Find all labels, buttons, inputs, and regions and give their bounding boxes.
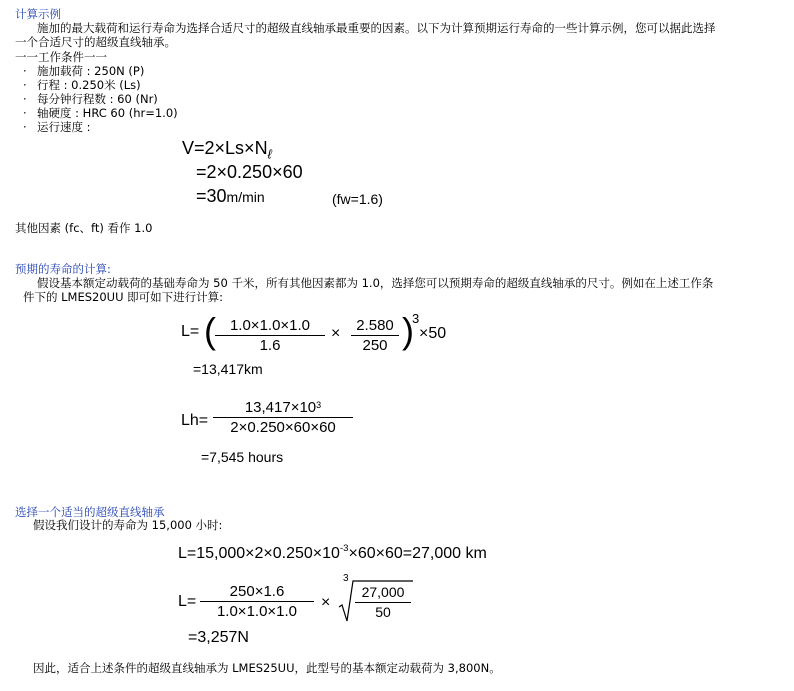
L-equation-tail: ×50 [419, 325, 447, 342]
Lh-equation-lhs: Lh= [181, 412, 209, 429]
other-factors-text: 其他因素 (fc、ft) 看作 1.0 [15, 221, 153, 235]
L-equation2-lhs: L= [178, 593, 197, 610]
condition-item: · 每分钟行程数 : 60 (Nr) [23, 92, 158, 106]
bullet-icon: · [23, 120, 27, 134]
section-heading-example: 计算示例 [15, 7, 61, 21]
intro-text-line1: 施加的最大载荷和运行寿命为选择合适尺寸的超级直线轴承最重要的因素。以下为计算预期运行寿命的一些计算示例，您可以据此选择 [37, 21, 716, 35]
condition-item: · 运行速度 : [23, 120, 91, 134]
L-equation-fraction2: 2.580 250 [351, 316, 399, 355]
Lh-equation-fraction: $13,417\times 10^3$ 2×0.250×60×60 [213, 398, 353, 437]
bullet-icon: · [23, 106, 27, 120]
left-paren: ( [204, 310, 216, 351]
root-fraction: 27,000 50 [355, 583, 411, 622]
condition-item: · 轴硬度 : HRC 60 (hr=1.0) [23, 106, 178, 120]
Lh-equation-result: =7,545 hours [201, 449, 284, 465]
right-paren: ) [402, 310, 414, 351]
times-symbol: × [321, 594, 331, 611]
root-index: 3 [343, 573, 349, 584]
L-equation-exponent: 3 [412, 311, 420, 326]
section-heading-select-bearing: 选择一个适当的超级直线轴承 [15, 505, 165, 519]
L-equation-fraction1: 1.0×1.0×1.0 1.6 [215, 316, 325, 355]
condition-item: · 行程 : 0.250米 (Ls) [23, 78, 141, 92]
fw-factor: (fw=1.6) [332, 191, 383, 207]
intro-text-line2: 一个合适尺寸的超级直线轴承。 [15, 35, 176, 49]
select-bearing-text: 假设我们设计的寿命为 15,000 小时: [33, 518, 223, 532]
L-equation-lhs: L= [181, 323, 200, 340]
bullet-icon: · [23, 92, 27, 106]
speed-equation-line2: =2×0.250×60 [196, 162, 303, 182]
speed-equation-result: =30m/min [196, 186, 265, 206]
conclusion-text: 因此，适合上述条件的超级直线轴承为 LMES25UU，此型号的基本额定动载荷为 3,800N。 [33, 661, 501, 675]
L-equation2-fraction: 250×1.6 1.0×1.0×1.0 [200, 582, 314, 621]
L-equation-27000: $L=15,000\times 2\times 0.250\times 10^{-3}\times 60\times 60=27,000$ km [178, 543, 487, 562]
bullet-icon: · [23, 78, 27, 92]
L-equation2-result: =3,257N [188, 629, 249, 646]
L-equation-result: =13,417km [193, 361, 263, 377]
life-calc-text-line1: 假设基本额定动载荷的基础寿命为 50 千米，所有其他因素都为 1.0，选择您可以预期寿命的超级直线轴承的尺寸。例如在上述工作条 [37, 276, 714, 290]
times-symbol: × [331, 325, 341, 342]
condition-item: · 施加载荷 : 250N (P) [23, 64, 145, 78]
section-heading-life-calc: 预期的寿命的计算: [15, 262, 111, 276]
speed-equation-line1: $V=2\times Ls\times N_\ell$ [182, 138, 272, 162]
bullet-icon: · [23, 64, 27, 78]
life-calc-text-line2: 件下的 LMES20UU 即可如下进行计算: [23, 290, 224, 304]
conditions-title: 一一工作条件一一 [15, 50, 107, 64]
